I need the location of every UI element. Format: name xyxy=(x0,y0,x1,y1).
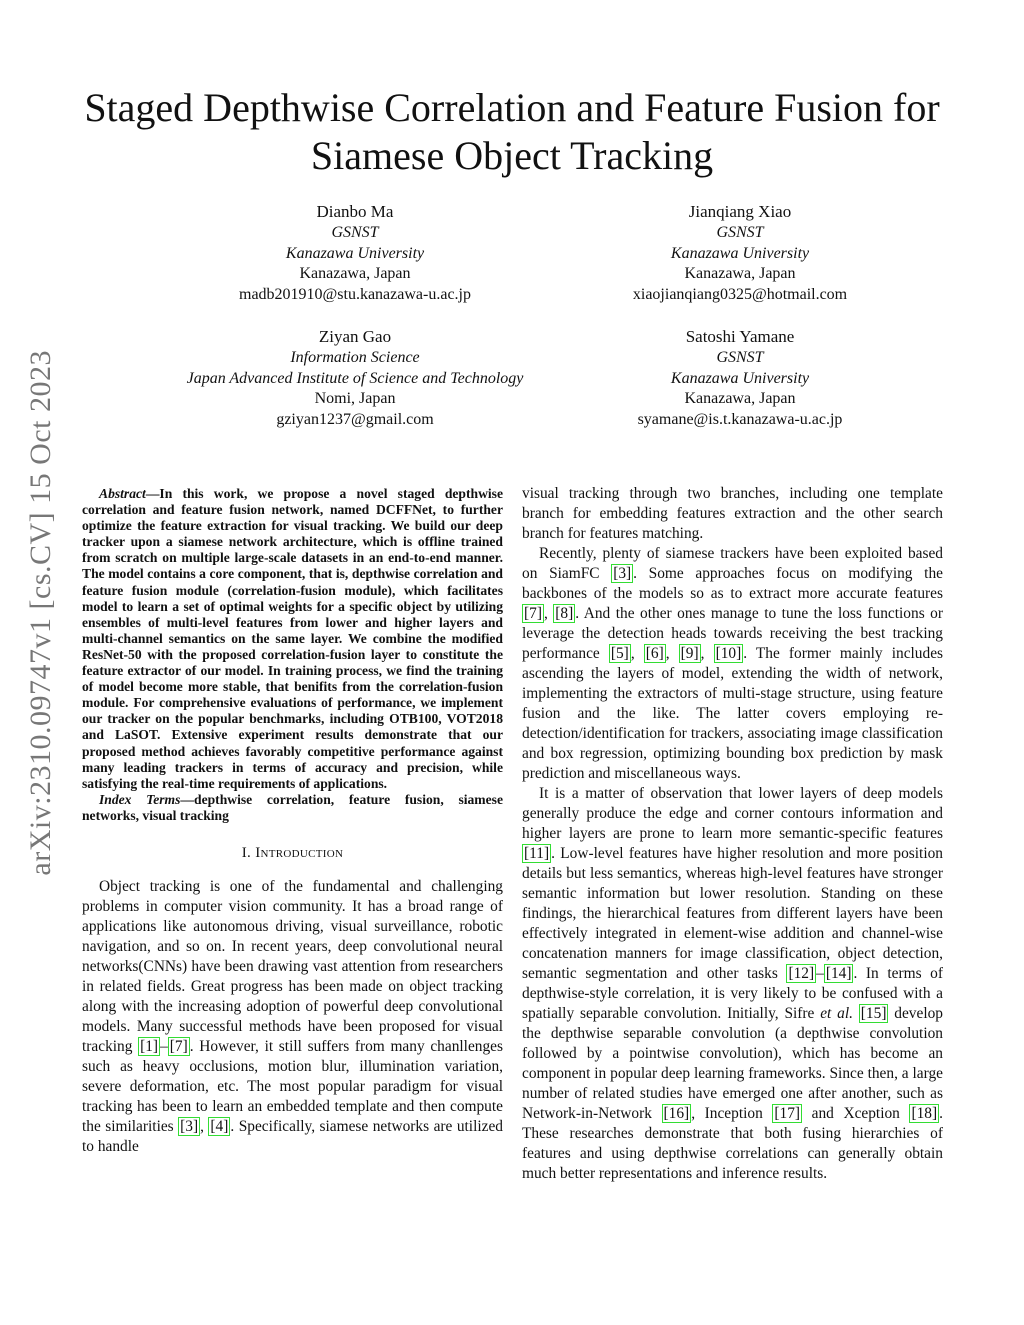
citation-link[interactable]: [14] xyxy=(825,965,852,982)
citation-link[interactable]: [8] xyxy=(555,605,574,622)
text-run: et al. xyxy=(820,1005,853,1022)
author-org: Kanazawa University xyxy=(285,244,425,262)
section-title: Introduction xyxy=(255,844,344,861)
citation-link[interactable]: [7] xyxy=(169,1037,188,1055)
author-dept: GSNST xyxy=(716,348,764,366)
text-run: , xyxy=(665,645,679,662)
text-run xyxy=(853,1005,859,1022)
author-email: gziyan1237@gmail.com xyxy=(276,411,434,429)
author-name: Satoshi Yamane xyxy=(685,327,795,346)
author-location: Kanazawa, Japan xyxy=(684,265,796,283)
citation-link[interactable]: [17] xyxy=(774,1105,801,1122)
text-run: – xyxy=(160,1037,168,1055)
paragraph: visual tracking through two branches, including one template branch for embedding features extraction and the other search branch for features matching. xyxy=(522,485,943,542)
author-org: Kanazawa University xyxy=(670,369,810,387)
citation-link[interactable]: [12] xyxy=(788,965,815,982)
text-run: . And the other ones manage to tune the loss functions or leverage the detection heads towards receiving the best tracking performance xyxy=(522,605,943,662)
author-block-1 xyxy=(135,202,575,306)
author-block-2 xyxy=(520,202,960,306)
text-run: . Low-level features have higher resolution and more position details but less semantics, whereas high-level features have stronger semantic information but lower resolution. Standing on these findings, the hierarchical features from different layers have been effectively integrated in element-wise addition and channel-wise concatenation manners for image classification, object detection, semantic segmentation and other tasks xyxy=(522,845,943,982)
citation-link[interactable]: [15] xyxy=(860,1005,887,1022)
author-email: syamane@is.t.kanazawa-u.ac.jp xyxy=(637,411,843,429)
author-name: Ziyan Gao xyxy=(318,327,392,346)
citation-link[interactable]: [4] xyxy=(210,1117,229,1135)
citation-link[interactable]: [11] xyxy=(524,845,550,862)
text-run: , Inception xyxy=(691,1105,773,1122)
text-run: Object tracking is one of the fundamental and challenging problems in computer vision community. It has a broad range of applications like autonomous driving, visual surveillance, robotic navigation, and so on. In recent years, deep convolutional neural networks(CNNs) have been drawing vast attention from researchers in related fields. Great progress has been made on object tracking along with the increasing adoption of powerful deep convolutional models. Many successful methods have been proposed for visual tracking xyxy=(82,877,503,1055)
text-run: , xyxy=(630,645,644,662)
text-run: and Xception xyxy=(802,1105,910,1122)
citation-link[interactable]: [6] xyxy=(645,645,664,662)
left-column xyxy=(82,486,503,1157)
author-org: Japan Advanced Institute of Science and Technology xyxy=(186,369,524,387)
citation-link[interactable]: [9] xyxy=(680,645,699,662)
author-location: Nomi, Japan xyxy=(314,390,396,408)
text-run: , xyxy=(543,605,554,622)
citation-link[interactable]: [10] xyxy=(715,645,742,662)
text-run: . Specifically, siamese networks are utilized to handle xyxy=(82,1117,503,1155)
text-run: . Some approaches focus on modifying the backbones of the models so as to extract more accurate features xyxy=(522,565,943,602)
author-email: madb201910@stu.kanazawa-u.ac.jp xyxy=(239,286,471,304)
text-run: – xyxy=(816,965,824,982)
index-terms xyxy=(82,792,503,824)
index-terms-text: —depthwise correlation, feature fusion, siamese networks, visual tracking xyxy=(82,791,503,823)
text-run: . In terms of depthwise-style correlation, it is very likely to be confused with a spatially separable convolution. Initially, Sifre xyxy=(522,965,943,1022)
abstract-label: Abstract xyxy=(99,486,146,501)
citation-link[interactable]: [16] xyxy=(663,1105,690,1122)
intro-paragraph xyxy=(82,877,503,1157)
text-run: , xyxy=(700,645,714,662)
text-run: Recently, plenty of siamese trackers have been exploited based on SiamFC xyxy=(522,545,943,582)
author-location: Kanazawa, Japan xyxy=(299,265,411,283)
text-run: , xyxy=(200,1117,209,1135)
section-number: I. xyxy=(241,844,252,861)
citation-link[interactable]: [7] xyxy=(524,605,542,622)
author-block-4 xyxy=(520,327,960,431)
text-run: . However, it still suffers from many chanllenges such as heavy occlusions, motion blur, illumination variation, severe deformation, etc. The most popular paradigm for visual tracking has been to learn an embedded template and then compute the similarities xyxy=(82,1037,503,1135)
text-run: . The former mainly includes ascending the layers of model, extending the width of network, implementing the extractors of multi-stage structure, using feature fusion and the like. The latter covers employing re-detection/identification for trackers, associating image classification and box regression, optimizing bounding box prediction by mask prediction and miscellaneous ways. xyxy=(522,645,944,782)
author-dept: GSNST xyxy=(716,223,764,241)
arxiv-stamp: arXiv:2310.09747v1 [cs.CV] 15 Oct 2023 xyxy=(24,350,57,876)
author-dept: GSNST xyxy=(331,223,379,241)
paper-title: Staged Depthwise Correlation and Feature Fusion for Siamese Object Tracking xyxy=(84,85,940,178)
paragraph xyxy=(522,544,943,784)
text-run: develop the depthwise separable convolution (a depthwise convolution followed by a pointwise convolution), which has become an component in popular deep learning frameworks. Since then, a large number of related studies have emerged one after another, such as Network-in-Network xyxy=(522,1005,943,1122)
text-run: . These researches demonstrate that both fusing hierarchies of features and using depthwise correlations can generally obtain much better representations and inference results. xyxy=(522,1105,943,1182)
paragraph xyxy=(522,784,943,1184)
author-location: Kanazawa, Japan xyxy=(684,390,796,408)
citation-link[interactable]: [5] xyxy=(610,645,629,662)
citation-link[interactable]: [1] xyxy=(140,1037,159,1055)
text-run: It is a matter of observation that lower layers of deep models generally produce the edge and corner contours information and higher layers are prone to learn more semantic-specific features xyxy=(522,785,943,842)
author-name: Dianbo Ma xyxy=(316,202,394,221)
citation-link[interactable]: [3] xyxy=(613,565,632,582)
right-column xyxy=(522,484,943,1184)
author-name: Jianqiang Xiao xyxy=(688,202,792,221)
abstract-text: —In this work, we propose a novel staged depthwise correlation and feature fusion network, named DCFFNet, to further optimize the feature extraction for visual tracking. We build our deep tracker upon a siamese network architecture, which is offline trained from scratch on multiple large-scale datasets in an end-to-end manner. The model contains a core component, that is, depthwise correlation and feature fusion module (correlation-fusion module), which facilitates model to learn a set of optimal weights for a specific object by utilizing ensembles of multi-level features from lower and higher layers and multi-channel semantics on the same layer. We combine the modified ResNet-50 with the proposed correlation-fusion layer to constitute the feature extractor of our model. In training process, we find the training of model become more stable, that benifits from the correlation-fusion module. For comprehensive evaluations of performance, we implement our tracker on the popular benchmarks, including OTB100, VOT2018 and LaSOT. Extensive experiment results demonstrate that our proposed method achieves favorably competitive performance against many leading trackers in terms of accuracy and precision, while satisfying the real-time requirements of applications. xyxy=(82,486,503,791)
citation-link[interactable]: [18] xyxy=(911,1105,938,1122)
citation-link[interactable]: [3] xyxy=(180,1117,199,1135)
section-heading xyxy=(82,843,503,863)
author-dept: Information Science xyxy=(290,348,420,366)
index-terms-label: Index Terms xyxy=(99,791,181,807)
author-block-3 xyxy=(135,327,575,431)
author-org: Kanazawa University xyxy=(670,244,810,262)
abstract xyxy=(82,486,503,792)
author-email: xiaojianqiang0325@hotmail.com xyxy=(632,286,848,304)
